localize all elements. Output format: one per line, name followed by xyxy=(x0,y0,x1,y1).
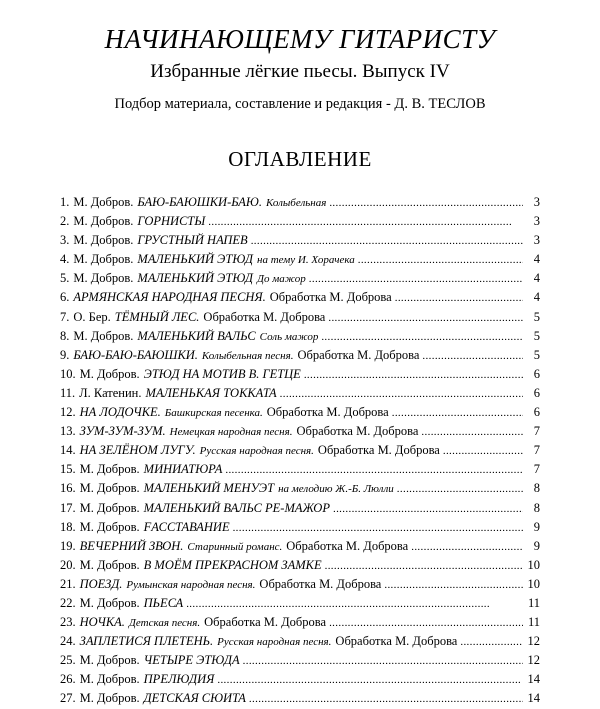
dot-leader xyxy=(225,460,523,480)
entry-page-number: 11 xyxy=(527,615,540,630)
dot-leader xyxy=(249,689,523,709)
toc-entry xyxy=(60,269,540,288)
entry-subtitle: Башкирская песенка. xyxy=(164,407,263,420)
entry-author: М. Добров. xyxy=(73,252,134,267)
entry-title: НА ЗЕЛЁНОМ ЛУГУ. xyxy=(79,443,196,458)
entry-author: Л. Катенин. xyxy=(79,385,142,400)
entry-title: ГОРНИСТЫ xyxy=(137,214,206,229)
toc-entry xyxy=(60,403,540,422)
entry-page-number: 14 xyxy=(527,691,540,706)
entry-subtitle: Старинный романс. xyxy=(187,540,283,553)
entry-author: М. Добров. xyxy=(79,519,140,534)
toc-entry xyxy=(60,212,540,231)
book-subtitle: Избранные лёгкие пьесы. Выпуск IV xyxy=(150,61,450,82)
entry-page-number: 6 xyxy=(533,405,540,420)
dot-leader xyxy=(304,365,523,385)
entry-page-number: 8 xyxy=(533,481,540,496)
dot-leader xyxy=(421,422,523,442)
entry-author: М. Добров. xyxy=(73,195,134,209)
entry-title: В МОЁМ ПРЕКРАСНОМ ЗАМКЕ xyxy=(143,557,322,572)
entry-subtitle: на тему И. Хорачека xyxy=(257,254,355,267)
entry-author: М. Добров. xyxy=(79,672,140,687)
entry-page-number: 4 xyxy=(533,271,540,286)
entry-page-number: 7 xyxy=(533,443,540,458)
editor-credit: Подбор материала, составление и редакция - Д. В. ТЕСЛОВ xyxy=(114,96,486,112)
entry-author: М. Добров. xyxy=(79,691,140,706)
entry-subtitle: Румынская народная песня. xyxy=(126,578,256,591)
entry-title: БАЮ-БАЮШКИ-БАЮ. xyxy=(137,195,262,209)
entry-arrangement: Обработка М. Доброва xyxy=(297,347,420,362)
dot-leader xyxy=(422,346,523,366)
toc-entry xyxy=(60,441,540,460)
entry-number: 8. xyxy=(60,328,70,343)
dot-leader xyxy=(460,632,523,652)
entry-page-number: 8 xyxy=(533,500,540,515)
entry-author: М. Добров. xyxy=(79,481,140,496)
entry-number: 9. xyxy=(60,347,70,362)
entry-title: НА ЛОДОЧКЕ. xyxy=(79,405,161,420)
entry-subtitle: Русская народная песня. xyxy=(199,445,314,458)
entry-number: 11. xyxy=(60,385,76,400)
toc-entry xyxy=(60,308,540,327)
entry-title: ВЕЧЕРНИЙ ЗВОН. xyxy=(79,538,184,553)
toc-entry xyxy=(60,575,540,594)
entry-number: 26. xyxy=(60,672,76,687)
entry-title: НОЧКА. xyxy=(79,615,125,630)
entry-arrangement: Обработка М. Доброва xyxy=(266,405,389,420)
entry-number: 21. xyxy=(60,576,76,591)
dot-leader xyxy=(358,250,523,270)
dot-leader xyxy=(411,537,523,557)
entry-page-number: 7 xyxy=(533,462,540,477)
dot-leader xyxy=(208,212,523,232)
entry-number: 20. xyxy=(60,557,76,572)
entry-number: 7. xyxy=(60,309,70,324)
table-of-contents xyxy=(60,193,540,709)
entry-author: М. Добров. xyxy=(73,233,134,248)
entry-number: 1. xyxy=(60,195,70,209)
entry-subtitle: Детская песня. xyxy=(128,617,201,630)
entry-page-number: 12 xyxy=(527,653,540,668)
toc-entry xyxy=(60,651,540,670)
entry-number: 10. xyxy=(60,366,76,381)
entry-title: МАЛЕНЬКАЯ ТОККАТА xyxy=(145,385,277,400)
entry-page-number: 3 xyxy=(533,233,540,248)
entry-page-number: 5 xyxy=(533,309,540,324)
entry-page-number: 6 xyxy=(533,385,540,400)
entry-number: 23. xyxy=(60,615,76,630)
entry-author: М. Добров. xyxy=(79,366,140,381)
toc-entry xyxy=(60,632,540,651)
entry-number: 12. xyxy=(60,405,76,420)
entry-number: 16. xyxy=(60,481,76,496)
entry-subtitle: Соль мажор xyxy=(259,330,319,343)
toc-entry xyxy=(60,518,540,537)
entry-author: М. Добров. xyxy=(79,653,140,668)
entry-subtitle: Русская народная песня. xyxy=(217,636,332,649)
entry-number: 15. xyxy=(60,462,76,477)
entry-subtitle: Колыбельная xyxy=(265,197,327,209)
toc-entry xyxy=(60,460,540,479)
toc-entry xyxy=(60,670,540,689)
entry-arrangement: Обработка М. Доброва xyxy=(203,309,326,324)
dot-leader xyxy=(243,651,523,671)
toc-entry xyxy=(60,231,540,250)
entry-title: МАЛЕНЬКИЙ ВАЛЬС xyxy=(137,328,256,343)
entry-title: ГРУСТНЫЙ НАПЕВ xyxy=(137,233,248,248)
toc-entry xyxy=(60,346,540,365)
entry-author: М. Добров. xyxy=(73,328,134,343)
entry-number: 22. xyxy=(60,595,76,610)
dot-leader xyxy=(329,193,523,213)
toc-entry xyxy=(60,537,540,556)
toc-entry xyxy=(60,384,540,403)
entry-page-number: 10 xyxy=(527,557,540,572)
entry-title: ЗУМ-ЗУМ-ЗУМ. xyxy=(79,424,166,439)
entry-subtitle: на мелодию Ж.-Б. Люлли xyxy=(278,483,394,496)
dot-leader xyxy=(328,308,523,328)
dot-leader xyxy=(233,518,523,538)
toc-entry xyxy=(60,365,540,384)
entry-page-number: 9 xyxy=(533,538,540,553)
entry-arrangement: Обработка М. Доброва xyxy=(286,538,409,553)
entry-title: АРМЯНСКАЯ НАРОДНАЯ ПЕСНЯ. xyxy=(73,290,266,305)
entry-page-number: 5 xyxy=(533,347,540,362)
entry-author: М. Добров. xyxy=(73,214,134,229)
entry-title: МАЛЕНЬКИЙ ЭТЮД xyxy=(137,271,254,286)
entry-number: 5. xyxy=(60,271,70,286)
dot-leader xyxy=(325,556,523,576)
entry-title: ПРЕЛЮДИЯ xyxy=(143,672,215,687)
book-title: НАЧИНАЮЩЕМУ ГИТАРИСТУ xyxy=(104,24,496,54)
dot-leader xyxy=(251,231,523,251)
entry-title: ЧЕТЫРЕ ЭТЮДА xyxy=(143,653,240,668)
dot-leader xyxy=(280,384,523,404)
entry-arrangement: Обработка М. Доброва xyxy=(335,634,458,649)
entry-number: 19. xyxy=(60,538,76,553)
entry-number: 4. xyxy=(60,252,70,267)
entry-number: 17. xyxy=(60,500,76,515)
entry-page-number: 7 xyxy=(533,424,540,439)
entry-page-number: 14 xyxy=(527,672,540,687)
entry-arrangement: Обработка М. Доброва xyxy=(317,443,440,458)
dot-leader xyxy=(329,613,523,633)
dot-leader xyxy=(186,594,523,614)
entry-arrangement: Обработка М. Доброва xyxy=(269,290,392,305)
entry-subtitle: До мажор xyxy=(257,273,306,286)
entry-title: МАЛЕНЬКИЙ МЕНУЭТ xyxy=(143,481,275,496)
entry-arrangement: Обработка М. Доброва xyxy=(204,615,327,630)
entry-title: БАЮ-БАЮ-БАЮШКИ. xyxy=(73,347,198,362)
entry-subtitle: Колыбельная песня. xyxy=(201,349,294,362)
toc-entry xyxy=(60,689,540,708)
entry-title: МИНИАТЮРА xyxy=(143,462,223,477)
toc-entry xyxy=(60,193,540,212)
entry-subtitle: Немецкая народная песня. xyxy=(169,426,293,439)
toc-entry xyxy=(60,250,540,269)
entry-page-number: 11 xyxy=(527,595,540,610)
toc-entry xyxy=(60,479,540,498)
entry-title: ЭТЮД НА МОТИВ В. ГЕТЦЕ xyxy=(143,366,301,381)
toc-entry xyxy=(60,288,540,307)
entry-title: МАЛЕНЬКИЙ ЭТЮД xyxy=(137,252,254,267)
entry-number: 27. xyxy=(60,691,76,706)
dot-leader xyxy=(333,499,523,519)
entry-arrangement: Обработка М. Доброва xyxy=(259,576,382,591)
toc-heading: ОГЛАВЛЕНИЕ xyxy=(228,147,372,171)
entry-title: FАССТАВАНИЕ xyxy=(143,519,230,534)
entry-title: ЗАПЛЕТИСЯ ПЛЕТЕНЬ. xyxy=(79,634,214,649)
entry-page-number: 6 xyxy=(533,366,540,381)
dot-leader xyxy=(384,575,523,595)
entry-page-number: 3 xyxy=(533,195,540,209)
entry-author: М. Добров. xyxy=(73,271,134,286)
entry-title: ТЁМНЫЙ ЛЕС. xyxy=(114,309,200,324)
entry-number: 2. xyxy=(60,214,70,229)
entry-title: МАЛЕНЬКИЙ ВАЛЬС РЕ-МАЖОР xyxy=(143,500,330,515)
entry-page-number: 12 xyxy=(527,634,540,649)
entry-title: ДЕТСКАЯ СЮИТА xyxy=(143,691,246,706)
entry-page-number: 3 xyxy=(533,214,540,229)
entry-page-number: 10 xyxy=(527,576,540,591)
entry-page-number: 4 xyxy=(533,252,540,267)
toc-entry xyxy=(60,327,540,346)
entry-page-number: 4 xyxy=(533,290,540,305)
toc-entry xyxy=(60,556,540,575)
toc-entry xyxy=(60,499,540,518)
entry-number: 24. xyxy=(60,634,76,649)
dot-leader xyxy=(217,670,523,690)
entry-title: ПОЕЗД. xyxy=(79,576,123,591)
entry-number: 25. xyxy=(60,653,76,668)
entry-author: М. Добров. xyxy=(79,500,140,515)
entry-number: 3. xyxy=(60,233,70,248)
toc-entry xyxy=(60,422,540,441)
entry-author: М. Добров. xyxy=(79,557,140,572)
toc-entry xyxy=(60,594,540,613)
entry-author: О. Бер. xyxy=(73,309,111,324)
entry-number: 6. xyxy=(60,290,70,305)
entry-page-number: 5 xyxy=(533,328,540,343)
dot-leader xyxy=(443,441,523,461)
dot-leader xyxy=(395,288,523,308)
entry-arrangement: Обработка М. Доброва xyxy=(296,424,419,439)
dot-leader xyxy=(397,479,523,499)
entry-page-number: 9 xyxy=(533,519,540,534)
dot-leader xyxy=(392,403,523,423)
dot-leader xyxy=(321,327,523,347)
toc-entry xyxy=(60,613,540,632)
entry-number: 13. xyxy=(60,424,76,439)
entry-author: М. Добров. xyxy=(79,462,140,477)
entry-title: ПЬЕСА xyxy=(143,595,184,610)
entry-number: 18. xyxy=(60,519,76,534)
entry-number: 14. xyxy=(60,443,76,458)
entry-author: М. Добров. xyxy=(79,595,140,610)
dot-leader xyxy=(309,269,523,289)
